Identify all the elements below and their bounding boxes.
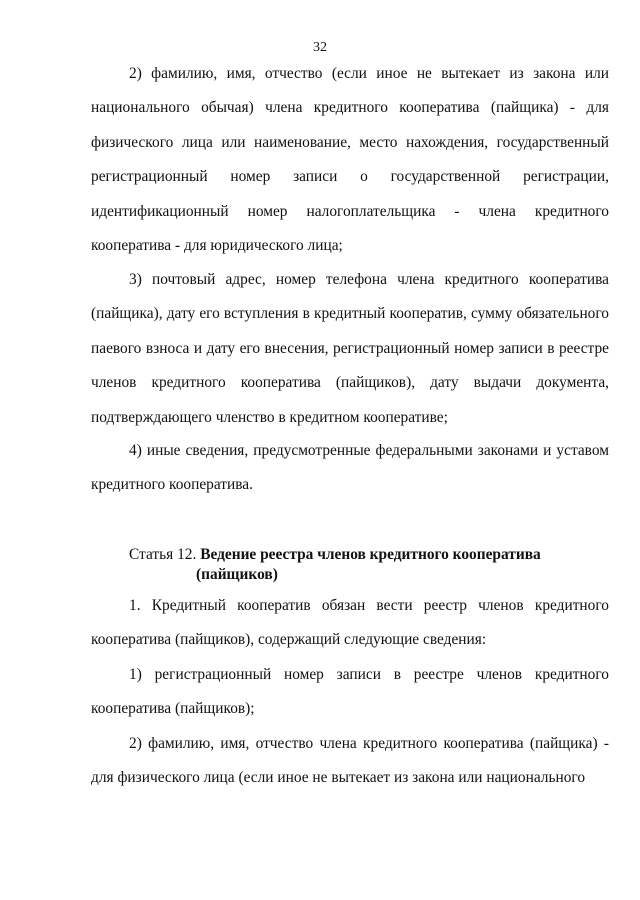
paragraph-item-2-full-name: 2) фамилию, имя, отчество члена кредитного кооператива (пайщика) - для физического лица (если иное не вытекает из закона или национального — [91, 735, 609, 787]
paragraph-item-2: 2) фамилию, имя, отчество (если иное не вытекает из закона или национального обычая) члена кредитного кооператива (пайщика) - для физического лица или наименование, место нахождения, государственный регистрационный номер записи о государственной регистрации, идентификационный номер налогоплательщика - члена кредитного кооператива - для юридического лица; — [91, 65, 609, 255]
paragraph-part-1: 1. Кредитный кооператив обязан вести реестр членов кредитного кооператива (пайщиков), содержащий следующие сведения: — [91, 597, 609, 649]
paragraph-item-1-registration-number: 1) регистрационный номер записи в реестре членов кредитного кооператива (пайщиков); — [91, 666, 609, 718]
article-number: Статья 12. — [129, 546, 197, 563]
page-number: 32 — [313, 40, 327, 55]
paragraph-item-4: 4) иные сведения, предусмотренные федеральными законами и уставом кредитного кооператива. — [91, 442, 609, 494]
paragraph-item-3: 3) почтовый адрес, номер телефона члена кредитного кооператива (пайщика), дату его вступления в кредитный кооператив, сумму обязательного паевого взноса и дату его внесения, регистрационный номер записи в реестре членов кредитного кооператива (пайщиков), дату выдачи документа, подтверждающего членство в кредитном кооперативе; — [91, 271, 609, 426]
article-title-continuation: (пайщиков) — [196, 566, 278, 583]
article-heading — [129, 545, 609, 585]
article-title: Ведение реестра членов кредитного кооператива — [200, 546, 541, 563]
